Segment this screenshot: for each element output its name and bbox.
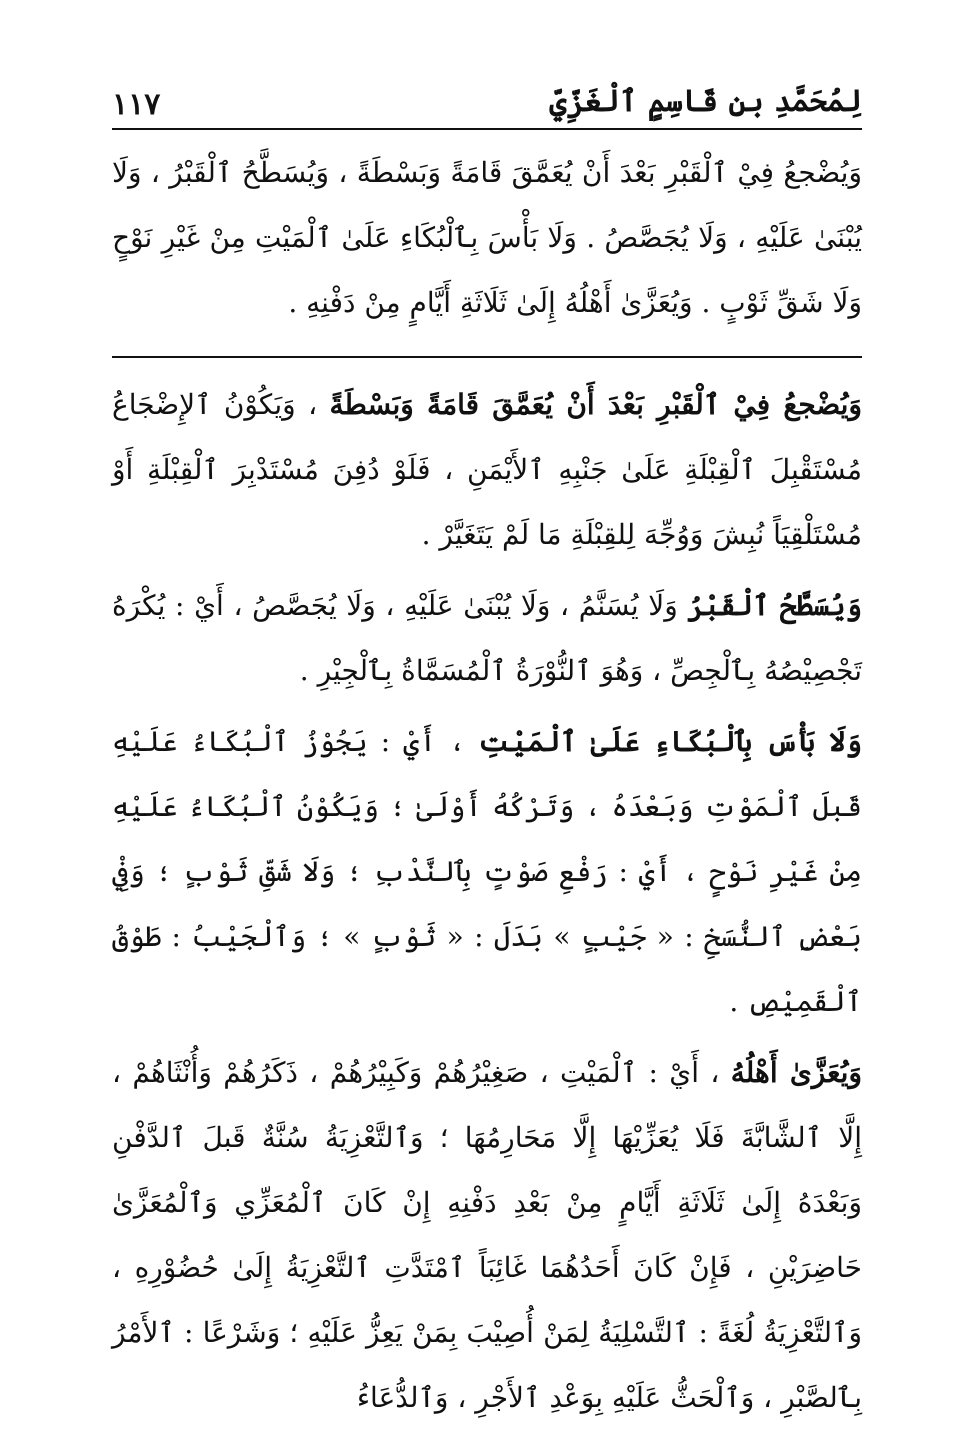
sharh-paragraph [112, 573, 862, 703]
matn-quote: وَلَا بَأْسَ بِٱلْبُكَاءِ عَلَىٰ ٱلْمَيْتِ [478, 725, 862, 758]
sharh-paragraph [112, 709, 862, 1034]
page-number: ١١٧ [112, 87, 161, 122]
commentary-text: وَلَا يُسَنَّمُ ، وَلَا يُبْنَىٰ عَلَيْهِ ، وَلَا يُجَصَّصُ ، أَيْ : يُكْرَهُ تَجْصِيْصُهُ بِٱلْجِصِّ ، وَهُوَ ٱلنُّوْرَةُ ٱلْمُسَمَّاةُ بِٱلْجِيْرِ . [112, 589, 862, 687]
matn-quote: وَيُسَطَّحُ ٱلْقَبْرُ [687, 589, 862, 622]
page-header [112, 64, 862, 120]
running-title: لِمُحَمَّدِ بنِ قَاسِمٍ ٱلْغَزِّيِّ [549, 84, 862, 119]
matn-section [112, 140, 862, 335]
matn-quote: وَيُعَزَّىٰ أَهْلُهُ [730, 1056, 862, 1089]
matn-text: وَيُضْجعُ فِيْ ٱلْقَبْرِ بَعْدَ أَنْ يُعَمَّقَ قَامَةً وَبَسْطَةً ، وَيُسَطَّحُ ٱلْقَبْرُ ، وَلَا يُبْنَىٰ عَلَيْهِ ، وَلَا يُجَصَّصُ . وَلَا بَأْسَ بِٱلْبُكَاءِ عَلَىٰ ٱلْمَيْتِ مِنْ غَيْرِ نَوْحٍ وَلَا شَقِّ ثَوْبٍ . وَيُعَزَّىٰ أَهْلُهُ إِلَىٰ ثَلَاثَةِ أَيَّامٍ مِنْ دَفْنِهِ . [112, 156, 862, 319]
commentary-text: ، أَيْ : ٱلْمَيْتِ ، صَغِيْرُهُمْ وَكَبِيْرُهُمْ ، ذَكَرُهُمْ وَأُنْثَاهُمْ ، إِلَّا ٱلشَّابَّةَ فَلَا يُعَزِّيْهَا إِلَّا مَحَارِمُهَا ؛ وَٱلتَّعْزِيَةُ سُنَّةٌ قَبلَ ٱلدَّفْنِ وَبَعْدَهُ إِلَىٰ ثَلَاثَةِ أَيَّامٍ مِنْ بَعْدِ دَفْنِهِ إِنْ كَانَ ٱلْمُعَزِّي وَٱلْمُعَزَّىٰ حَاضِرَيْنِ ، فَإِنْ كَانَ أَحَدُهُمَا غَائِبَاً ٱمْتَدَّتِ ٱلتَّعْزِيَةُ إِلَىٰ حُضُوْرِهِ ، وَٱلتَّعْزِيَةُ لُغَةً : ٱلتَّسْلِيَةُ لِمَنْ أُصِيْبَ بِمَنْ يَعِزُّ عَلَيْهِ ؛ وَشَرْعًا : ٱلأَمْرُ بِٱلصَّبْرِ ، وَٱلْحَثُّ عَلَيْهِ بِوَعْدِ ٱلأَجْرِ ، وَٱلدُّعَاءُ [112, 1056, 862, 1414]
sharh-paragraph [112, 1040, 862, 1430]
sharh-paragraph [112, 372, 862, 567]
header-rule [112, 128, 862, 130]
sharh-section [112, 372, 862, 1436]
commentary-text: ، وَيَكُوْنُ ٱلإِضْجَاعُ مُسْتَقْبِلَ ٱلْقِبْلَةِ عَلَىٰ جَنْبِهِ ٱلأَيْمَنِ ، فَلَوْ دُفِنَ مُسْتَدْبِرَ ٱلْقِبْلَةِ أَوْ مُسْتَلْقِيَاً نُبِشَ وَوُجِّهَ لِلقِبْلَةِ مَا لَمْ يَتَغَيَّرْ . [112, 388, 862, 551]
section-divider-rule [112, 356, 862, 358]
matn-quote: وَيُضْجعُ فِيْ ٱلْقَبْرِ بَعْدَ أَنْ يُعَمَّقَ قَامَةً وَبَسْطَةً [329, 388, 862, 421]
commentary-text: ، أَيْ : يَجُوْزُ ٱلْبُكَاءُ عَلَيْهِ قَبلَ ٱلْمَوْتِ وَبَعْدَهُ ، وَتَرْكُهُ أَوْلَىٰ ؛ وَيَكُوْنُ ٱلْبُكَاءُ عَلَيْهِ مِنْ غَيْرِ نَوْحٍ ، أَيْ : رَفْعِ صَوْتٍ بِٱلنَّدْبِ ؛ وَلَا شَقِّ ثَوْبٍ ؛ وَفِيْ بَعْضِ ٱلنُّسَخِ : « جَيْبٍ » بَدَلَ : « ثَوْبٍ » ؛ وَٱلْجَيْبُ : طَوْقُ ٱلْقَمِيْصِ . [112, 725, 862, 1018]
